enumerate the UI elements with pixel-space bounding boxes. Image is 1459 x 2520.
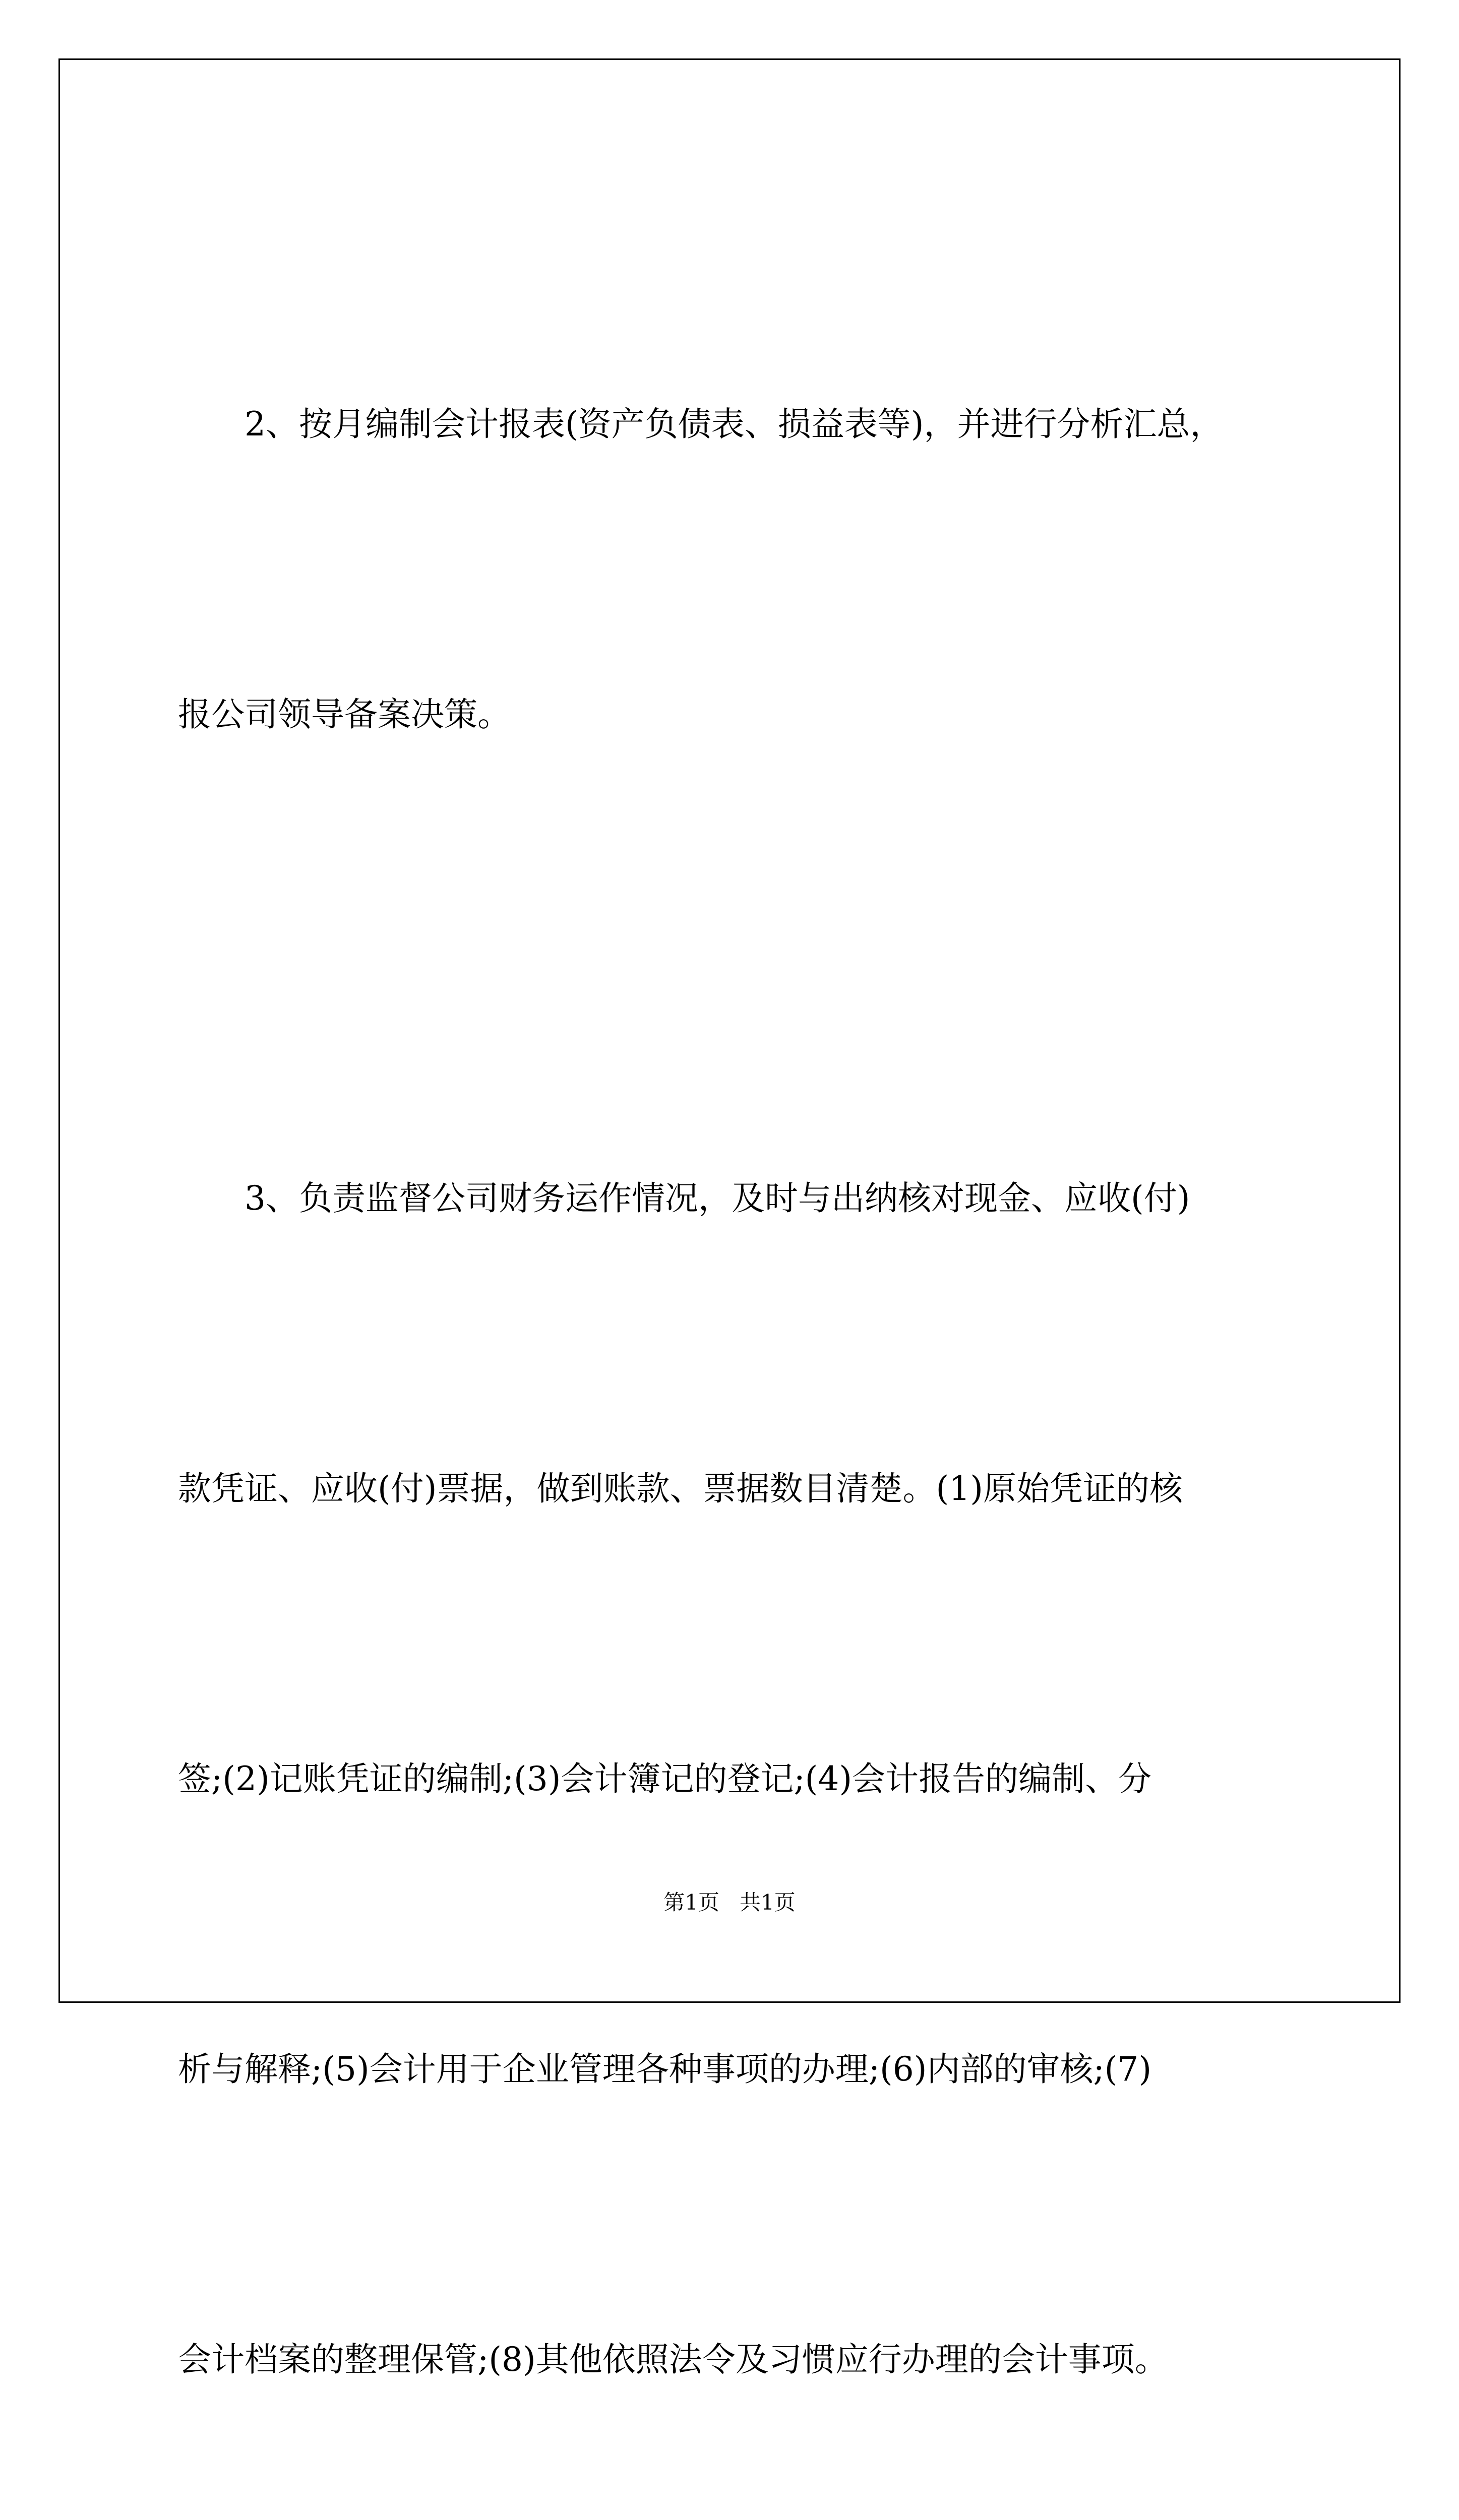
text-line: 析与解释;(5)会计用于企业管理各种事项的办理;(6)内部的审核;(7) [178, 2050, 1152, 2089]
paragraph-2 [178, 957, 1287, 2520]
paragraph-1 [178, 182, 1287, 957]
text-line: 3、负责监督公司财务运作情况，及时与出纳核对现金、应收(付) [245, 1179, 1190, 1218]
text-line: 会计档案的整理保管;(8)其他依照法令及习惯应行办理的会计事项。 [178, 2340, 1168, 2379]
text-line: 报公司领导备案决策。 [178, 695, 511, 734]
page-footer: 第1页 共1页 [663, 1890, 796, 1915]
text-line: 款凭证、应收(付)票据，做到账款、票据数目清楚。(1)原始凭证的核 [178, 1469, 1183, 1508]
document-body [178, 182, 1287, 2520]
text-line: 签;(2)记账凭证的编制;(3)会计簿记的登记;(4)会计报告的编制、分 [178, 1759, 1152, 1798]
text-line: 2、按月编制会计报表(资产负债表、损益表等)，并进行分析汇总， [245, 405, 1224, 444]
